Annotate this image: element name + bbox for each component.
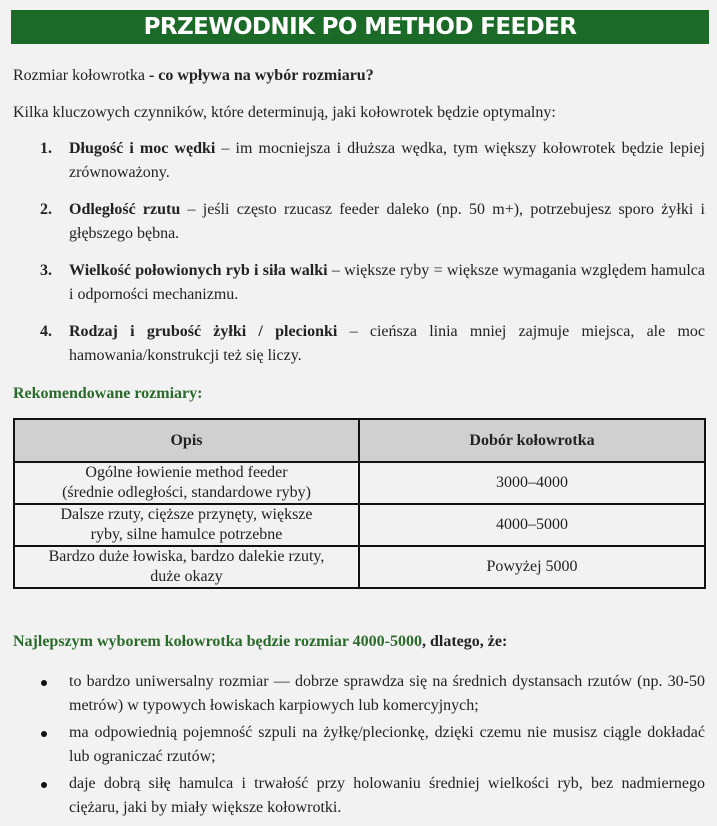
intro-question-bold: - co wpływa na wybór rozmiaru? [144, 67, 374, 84]
column-header-description: Opis [14, 419, 359, 462]
table-row [14, 546, 705, 588]
factor-item [0, 198, 705, 246]
bullet-icon [41, 731, 47, 737]
reason-item [0, 721, 705, 769]
best-choice-highlight: Najlepszym wyborem kołowrotka będzie rozmiar 4000-5000 [13, 633, 422, 650]
factor-title: Wielkość połowionych ryb i siła walki [69, 262, 328, 279]
column-header-reel-size: Dobór kołowrotka [359, 419, 705, 462]
description-line: ryby, silne hamulce potrzebne [90, 526, 283, 543]
factor-item [0, 320, 705, 368]
bullet-icon [41, 782, 47, 788]
description-cell [14, 504, 359, 546]
factors-list [0, 137, 705, 381]
recommended-sizes-table [13, 418, 706, 589]
factor-number: 1. [40, 140, 52, 157]
table-row [14, 504, 705, 546]
recommended-sizes-heading: Rekomendowane rozmiary: [13, 385, 203, 402]
reason-text: daje dobrą siłę hamulca i trwałość przy holowaniu średniej wielkości ryb, bez nadmiernego ciężaru, jaki by miały większe kołowrotki. [69, 775, 705, 816]
factor-number: 2. [40, 201, 52, 218]
best-choice-rest: , dlatego, że: [422, 633, 508, 650]
factor-number: 4. [40, 323, 52, 340]
factor-item [0, 259, 705, 307]
description-cell [14, 462, 359, 504]
factor-item [0, 137, 705, 185]
factor-title: Odległość rzutu [69, 201, 181, 218]
reason-text: to bardzo uniwersalny rozmiar — dobrze sprawdza się na średnich dystansach rzutów (np. 30-50 metrów) w typowych łowiskach karpiowych lub komercyjnych; [69, 673, 705, 714]
table-row [14, 462, 705, 504]
description-line: Bardzo duże łowiska, bardzo dalekie rzuty, [48, 548, 325, 565]
table-header-row [14, 419, 705, 462]
reasons-list [0, 670, 705, 823]
bullet-icon [41, 680, 47, 686]
factor-text: – jeśli często rzucasz feeder daleko (np. 50 m+), potrzebujesz sporo żyłki i głębszego bębna. [69, 201, 705, 242]
description-line: Dalsze rzuty, cięższe przynęty, większe [60, 506, 313, 523]
factor-text: – cieńsza linia mniej zajmuje miejsca, ale moc hamowania/konstrukcji też się liczy. [69, 323, 706, 364]
factor-text: – większe ryby = większe wymagania względem hamulca i odporności mechanizmu. [69, 262, 706, 303]
factor-title: Długość i moc wędki [69, 140, 216, 157]
description-line: Ogólne łowienie method feeder [85, 464, 288, 481]
reason-text: ma odpowiednią pojemność szpuli na żyłkę/plecionkę, dzięki czemu nie musisz ciągle dokładać lub ograniczać rzutów; [69, 724, 705, 765]
intro-question-lead: Rozmiar kołowrotka [13, 67, 145, 84]
reel-size-cell: Powyżej 5000 [359, 546, 705, 588]
title-banner [11, 10, 709, 44]
reason-item [0, 772, 705, 820]
page-title: PRZEWODNIK PO METHOD FEEDER [143, 14, 577, 40]
best-choice-statement [13, 631, 507, 653]
factor-number: 3. [40, 262, 52, 279]
reason-item [0, 670, 705, 718]
description-line: (średnie odległości, standardowe ryby) [62, 484, 311, 501]
intro-factors-lead: Kilka kluczowych czynników, które determinują, jaki kołowrotek będzie optymalny: [13, 104, 556, 121]
intro-question [13, 65, 374, 87]
reel-size-cell: 3000–4000 [359, 462, 705, 504]
description-cell [14, 546, 359, 588]
factor-title: Rodzaj i grubość żyłki / plecionki [69, 323, 338, 340]
factor-text: – im mocniejsza i dłuższa wędka, tym większy kołowrotek będzie lepiej zrównoważony. [69, 140, 706, 181]
reel-size-cell: 4000–5000 [359, 504, 705, 546]
description-line: duże okazy [150, 568, 223, 585]
